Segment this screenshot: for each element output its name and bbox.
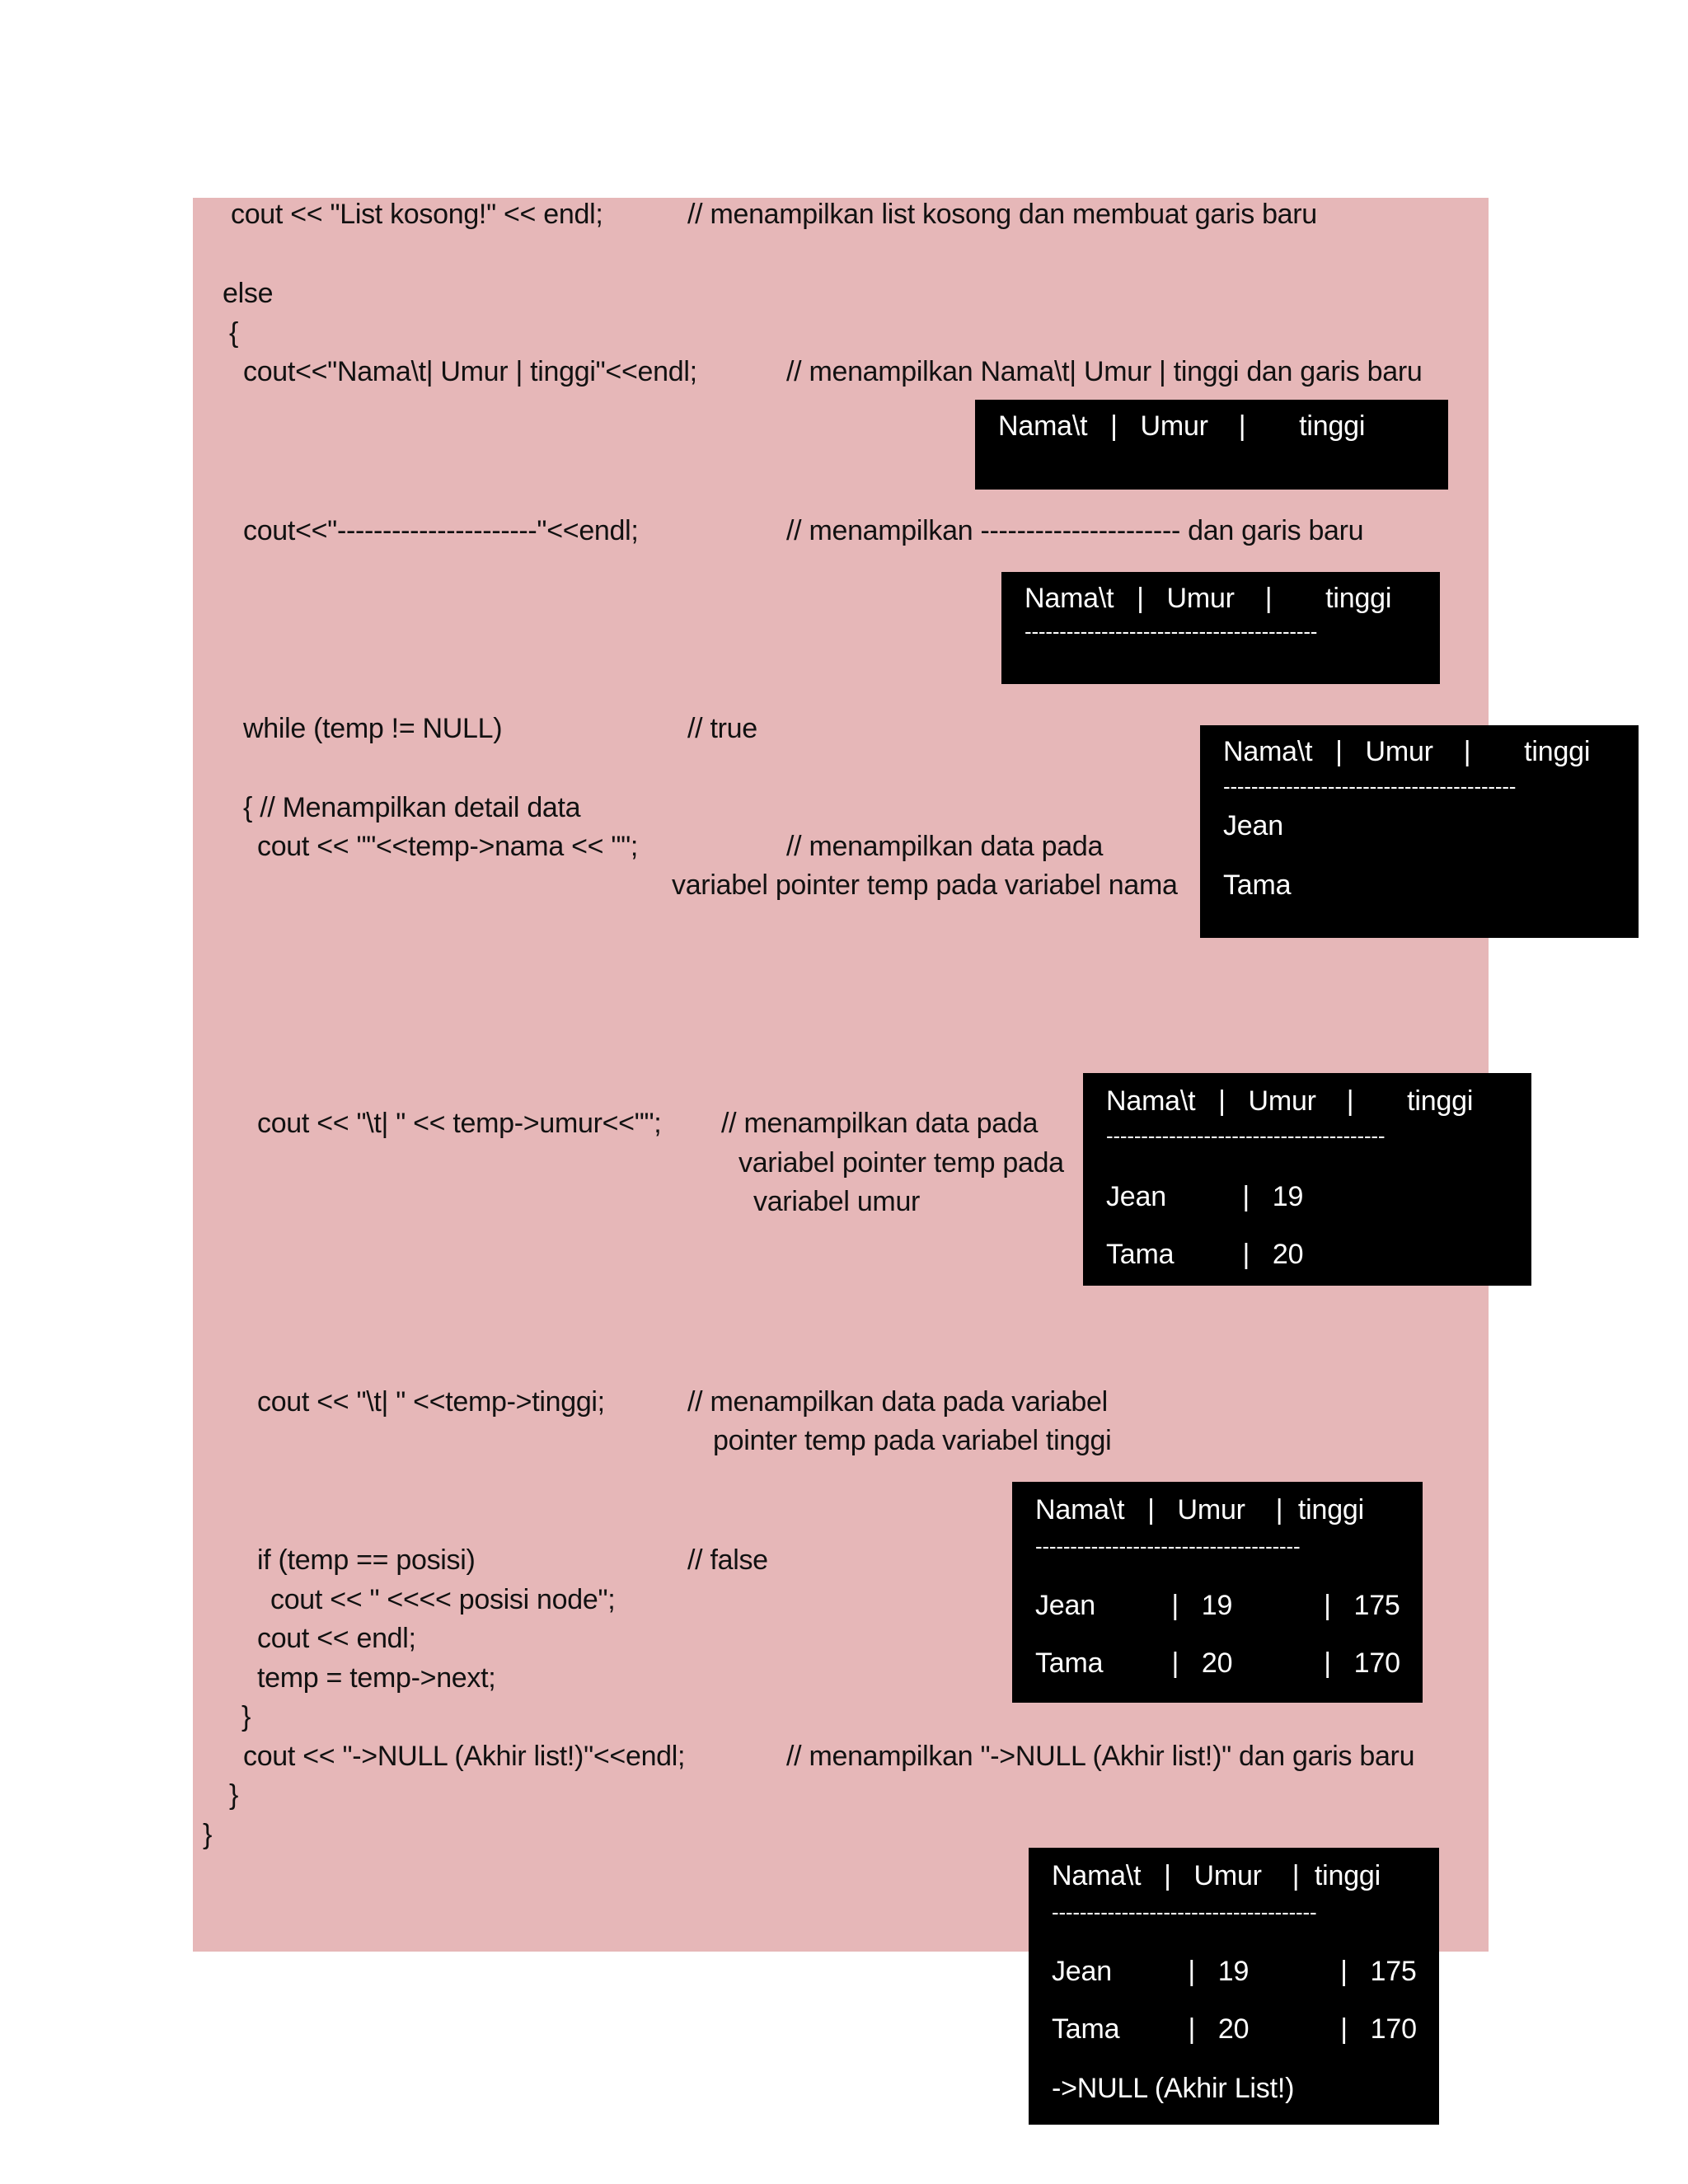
code-if: if (temp == posisi) bbox=[257, 1544, 476, 1576]
comment-tinggi-1: // menampilkan data pada variabel bbox=[687, 1386, 1108, 1418]
comment-nama-2: variabel pointer temp pada variabel nama bbox=[672, 869, 1178, 901]
output-row-jean: Jean | 19 | 175 bbox=[1052, 1956, 1417, 1987]
output-header: Nama\t | Umur | tinggi bbox=[998, 410, 1366, 442]
output-header: Nama\t | Umur | tinggi bbox=[1035, 1494, 1364, 1526]
comment-header: // menampilkan Nama\t| Umur | tinggi dan garis baru bbox=[786, 356, 1423, 387]
comment-umur-2: variabel pointer temp pada bbox=[738, 1147, 1064, 1179]
output-box-1 bbox=[975, 400, 1448, 490]
code-close-brace-function: } bbox=[203, 1819, 213, 1850]
output-divider: -------------------------------------- bbox=[1035, 1534, 1301, 1558]
code-else: else bbox=[223, 278, 274, 309]
output-header: Nama\t | Umur | tinggi bbox=[1223, 736, 1591, 767]
output-box-2 bbox=[1001, 572, 1440, 684]
code-null: cout << "->NULL (Akhir list!)"<<endl; bbox=[243, 1741, 686, 1772]
code-next: temp = temp->next; bbox=[257, 1662, 496, 1694]
code-tinggi: cout << "\t| " <<temp->tinggi; bbox=[257, 1386, 605, 1418]
output-row-jean: Jean bbox=[1223, 810, 1283, 841]
output-header: Nama\t | Umur | tinggi bbox=[1106, 1085, 1474, 1117]
output-row-jean: Jean | 19 bbox=[1106, 1181, 1304, 1212]
code-open-brace: { bbox=[229, 317, 239, 349]
output-box-6 bbox=[1029, 1848, 1439, 2125]
comment-list-kosong: // menampilkan list kosong dan membuat garis baru bbox=[687, 199, 1317, 230]
output-box-5 bbox=[1012, 1482, 1423, 1703]
output-divider: ------------------------------------------ bbox=[1223, 774, 1517, 799]
code-umur: cout << "\t| " << temp->umur<<""; bbox=[257, 1108, 662, 1139]
code-while: while (temp != NULL) bbox=[243, 713, 503, 744]
output-row-tama: Tama | 20 bbox=[1106, 1239, 1304, 1270]
output-box-3 bbox=[1200, 725, 1639, 938]
code-close-brace-loop: } bbox=[241, 1701, 251, 1732]
output-row-tama: Tama bbox=[1223, 869, 1292, 901]
comment-umur-3: variabel umur bbox=[753, 1186, 921, 1217]
output-divider: ---------------------------------------- bbox=[1106, 1123, 1386, 1148]
comment-tinggi-2: pointer temp pada variabel tinggi bbox=[713, 1425, 1112, 1456]
output-divider: ------------------------------------------ bbox=[1025, 619, 1318, 644]
code-close-brace-else: } bbox=[229, 1779, 239, 1811]
code-block-open: { // Menampilkan detail data bbox=[243, 792, 581, 823]
comment-while: // true bbox=[687, 713, 757, 744]
code-endl: cout << endl; bbox=[257, 1623, 416, 1654]
code-line-header: cout<<"Nama\t| Umur | tinggi"<<endl; bbox=[243, 356, 697, 387]
code-nama: cout << ""<<temp->nama << ""; bbox=[257, 831, 639, 862]
comment-umur-1: // menampilkan data pada bbox=[721, 1108, 1039, 1139]
output-row-tama: Tama | 20 | 170 bbox=[1035, 1647, 1400, 1679]
code-posisi-node: cout << " <<<< posisi node"; bbox=[270, 1584, 616, 1615]
comment-if: // false bbox=[687, 1544, 768, 1576]
output-header: Nama\t | Umur | tinggi bbox=[1025, 583, 1392, 614]
comment-divider: // menampilkan ---------------------- dan garis baru bbox=[786, 515, 1364, 546]
code-line-divider: cout<<"----------------------"<<endl; bbox=[243, 515, 639, 546]
output-row-tama: Tama | 20 | 170 bbox=[1052, 2013, 1417, 2045]
comment-null: // menampilkan "->NULL (Akhir list!)" dan garis baru bbox=[786, 1741, 1415, 1772]
output-null-line: ->NULL (Akhir List!) bbox=[1052, 2073, 1295, 2104]
output-box-4 bbox=[1083, 1073, 1531, 1286]
comment-nama-1: // menampilkan data pada bbox=[786, 831, 1104, 862]
output-row-jean: Jean | 19 | 175 bbox=[1035, 1590, 1400, 1621]
code-line-list-kosong: cout << "List kosong!" << endl; bbox=[231, 199, 603, 230]
output-header: Nama\t | Umur | tinggi bbox=[1052, 1860, 1381, 1891]
output-divider: -------------------------------------- bbox=[1052, 1900, 1317, 1924]
